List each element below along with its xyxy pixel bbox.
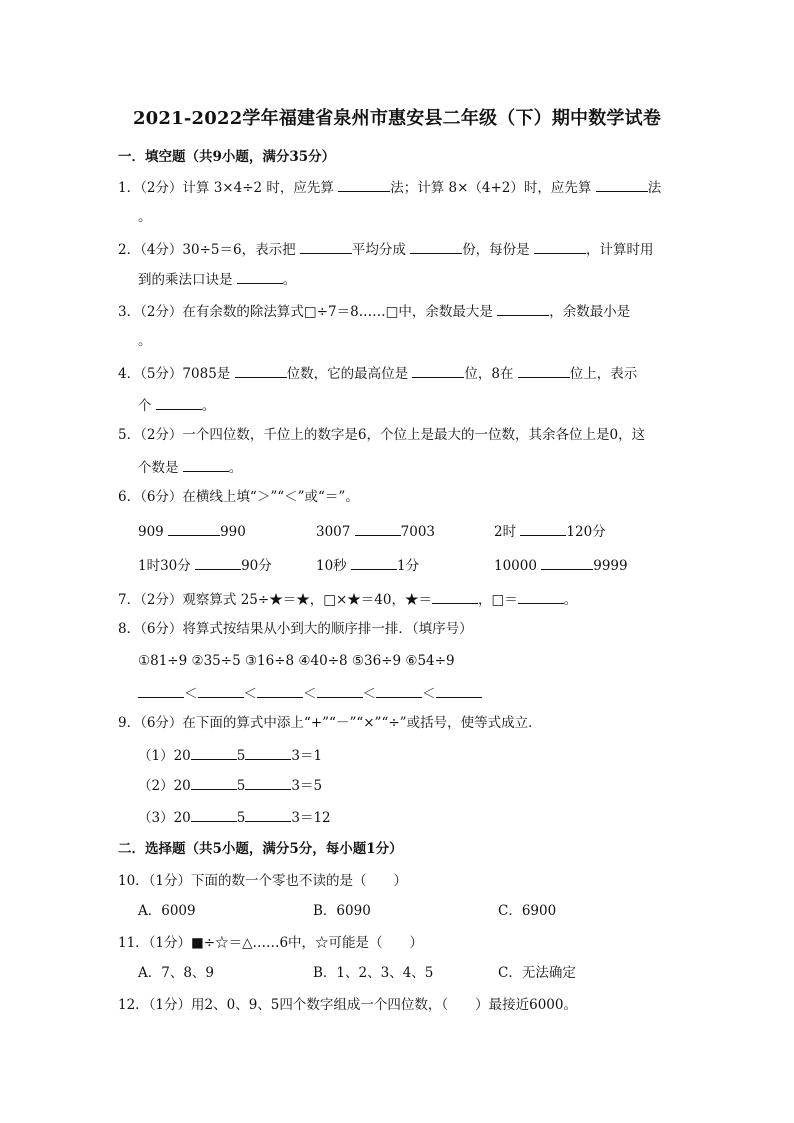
- answer-blank[interactable]: [198, 684, 244, 698]
- question-11: 11．（1分）■÷☆＝△……6中，☆可能是（ ）: [118, 935, 424, 951]
- question-9: 9．（6分）在下面的算式中添上“+”“－”“×”“÷”或括号，使等式成立．: [118, 715, 542, 731]
- answer-blank[interactable]: [596, 178, 648, 192]
- page-title: 2021-2022学年福建省泉州市惠安县二年级（下）期中数学试卷: [132, 108, 662, 129]
- answer-blank[interactable]: [355, 522, 401, 536]
- answer-blank[interactable]: [191, 746, 237, 760]
- question-1-cont: 。: [138, 209, 152, 225]
- option-a[interactable]: A．7、8、9: [138, 965, 215, 981]
- question-5: 5．（2分）一个四位数，千位上的数字是6，个位上是最大的一位数，其余各位上是0，这: [118, 427, 646, 443]
- answer-blank[interactable]: [195, 556, 241, 570]
- answer-blank[interactable]: [245, 746, 291, 760]
- answer-blank[interactable]: [541, 556, 593, 570]
- question-8-items: ①81÷9 ②35÷5 ③16÷8 ④40÷8 ⑤36÷9 ⑥54÷9: [138, 653, 455, 669]
- answer-blank[interactable]: [183, 458, 229, 472]
- answer-blank[interactable]: [257, 684, 303, 698]
- compare-item: 10秒 1分: [316, 558, 420, 574]
- answer-blank[interactable]: [412, 364, 464, 378]
- answer-blank[interactable]: [168, 522, 220, 536]
- question-2-cont: 到的乘法口诀是 。: [138, 272, 297, 288]
- question-3-cont: 。: [138, 333, 152, 349]
- compare-item: 2时 120分: [494, 524, 606, 540]
- answer-blank[interactable]: [351, 556, 397, 570]
- option-b[interactable]: B．6090: [313, 903, 371, 919]
- answer-blank[interactable]: [497, 302, 549, 316]
- compare-item: 909 990: [138, 524, 246, 540]
- answer-blank[interactable]: [245, 808, 291, 822]
- answer-blank[interactable]: [300, 240, 352, 254]
- question-9-row: （3）20 5 3＝12: [138, 810, 331, 826]
- question-7: 7．（2分）观察算式 25÷★＝★，□×★＝40，★＝ ，□＝ 。: [118, 592, 578, 608]
- question-9-row: （1）20 5 3＝1: [138, 748, 323, 764]
- question-12: 12．（1分）用2、0、9、5四个数字组成一个四位数，（ ）最接近6000。: [118, 997, 577, 1013]
- option-c[interactable]: C．无法确定: [498, 965, 576, 981]
- question-10: 10．（1分）下面的数一个零也不读的是（ ）: [118, 873, 408, 889]
- answer-blank[interactable]: [317, 684, 363, 698]
- answer-blank[interactable]: [235, 364, 287, 378]
- answer-blank[interactable]: [191, 776, 237, 790]
- section-2-heading: 二．选择题（共5小题，满分5分，每小题1分）: [118, 841, 403, 857]
- option-c[interactable]: C．6900: [498, 903, 557, 919]
- answer-blank[interactable]: [138, 684, 184, 698]
- question-2: 2．（4分）30÷5＝6，表示把 平均分成 份，每份是 ，计算时用: [118, 242, 654, 258]
- compare-item: 3007 7003: [316, 524, 436, 540]
- answer-blank[interactable]: [156, 396, 202, 410]
- question-8: 8．（6分）将算式按结果从小到大的顺序排一排．（填序号）: [118, 621, 473, 637]
- answer-blank[interactable]: [245, 776, 291, 790]
- question-9-row: （2）20 5 3＝5: [138, 778, 323, 794]
- answer-blank[interactable]: [520, 522, 566, 536]
- answer-blank[interactable]: [338, 178, 390, 192]
- answer-blank[interactable]: [518, 364, 570, 378]
- answer-blank[interactable]: [534, 240, 586, 254]
- question-8-order: ＜ ＜ ＜ ＜ ＜: [138, 684, 482, 703]
- answer-blank[interactable]: [436, 684, 482, 698]
- section-1-heading: 一．填空题（共9小题，满分35分）: [118, 149, 336, 165]
- option-b[interactable]: B．1、2、3、4、5: [313, 965, 434, 981]
- option-a[interactable]: A．6009: [138, 903, 196, 919]
- answer-blank[interactable]: [410, 240, 462, 254]
- question-4-cont: 个 。: [138, 398, 216, 414]
- question-3: 3．（2分）在有余数的除法算式□÷7＝8……□中，余数最大是 ，余数最小是: [118, 304, 631, 320]
- question-5-cont: 个数是 。: [138, 460, 243, 476]
- answer-blank[interactable]: [191, 808, 237, 822]
- answer-blank[interactable]: [432, 590, 478, 604]
- compare-item: 10000 9999: [494, 558, 628, 574]
- answer-blank[interactable]: [237, 270, 283, 284]
- answer-blank[interactable]: [518, 590, 564, 604]
- question-1: 1．（2分）计算 3×4÷2 时，应先算 法；计算 8×（4+2）时，应先算 法: [118, 180, 662, 196]
- compare-item: 1时30分 90分: [138, 558, 272, 574]
- question-6: 6．（6分）在横线上填“＞”“＜”或“＝”。: [118, 489, 359, 505]
- answer-blank[interactable]: [376, 684, 422, 698]
- question-4: 4．（5分）7085是 位数，它的最高位是 位，8在 位上，表示: [118, 366, 638, 382]
